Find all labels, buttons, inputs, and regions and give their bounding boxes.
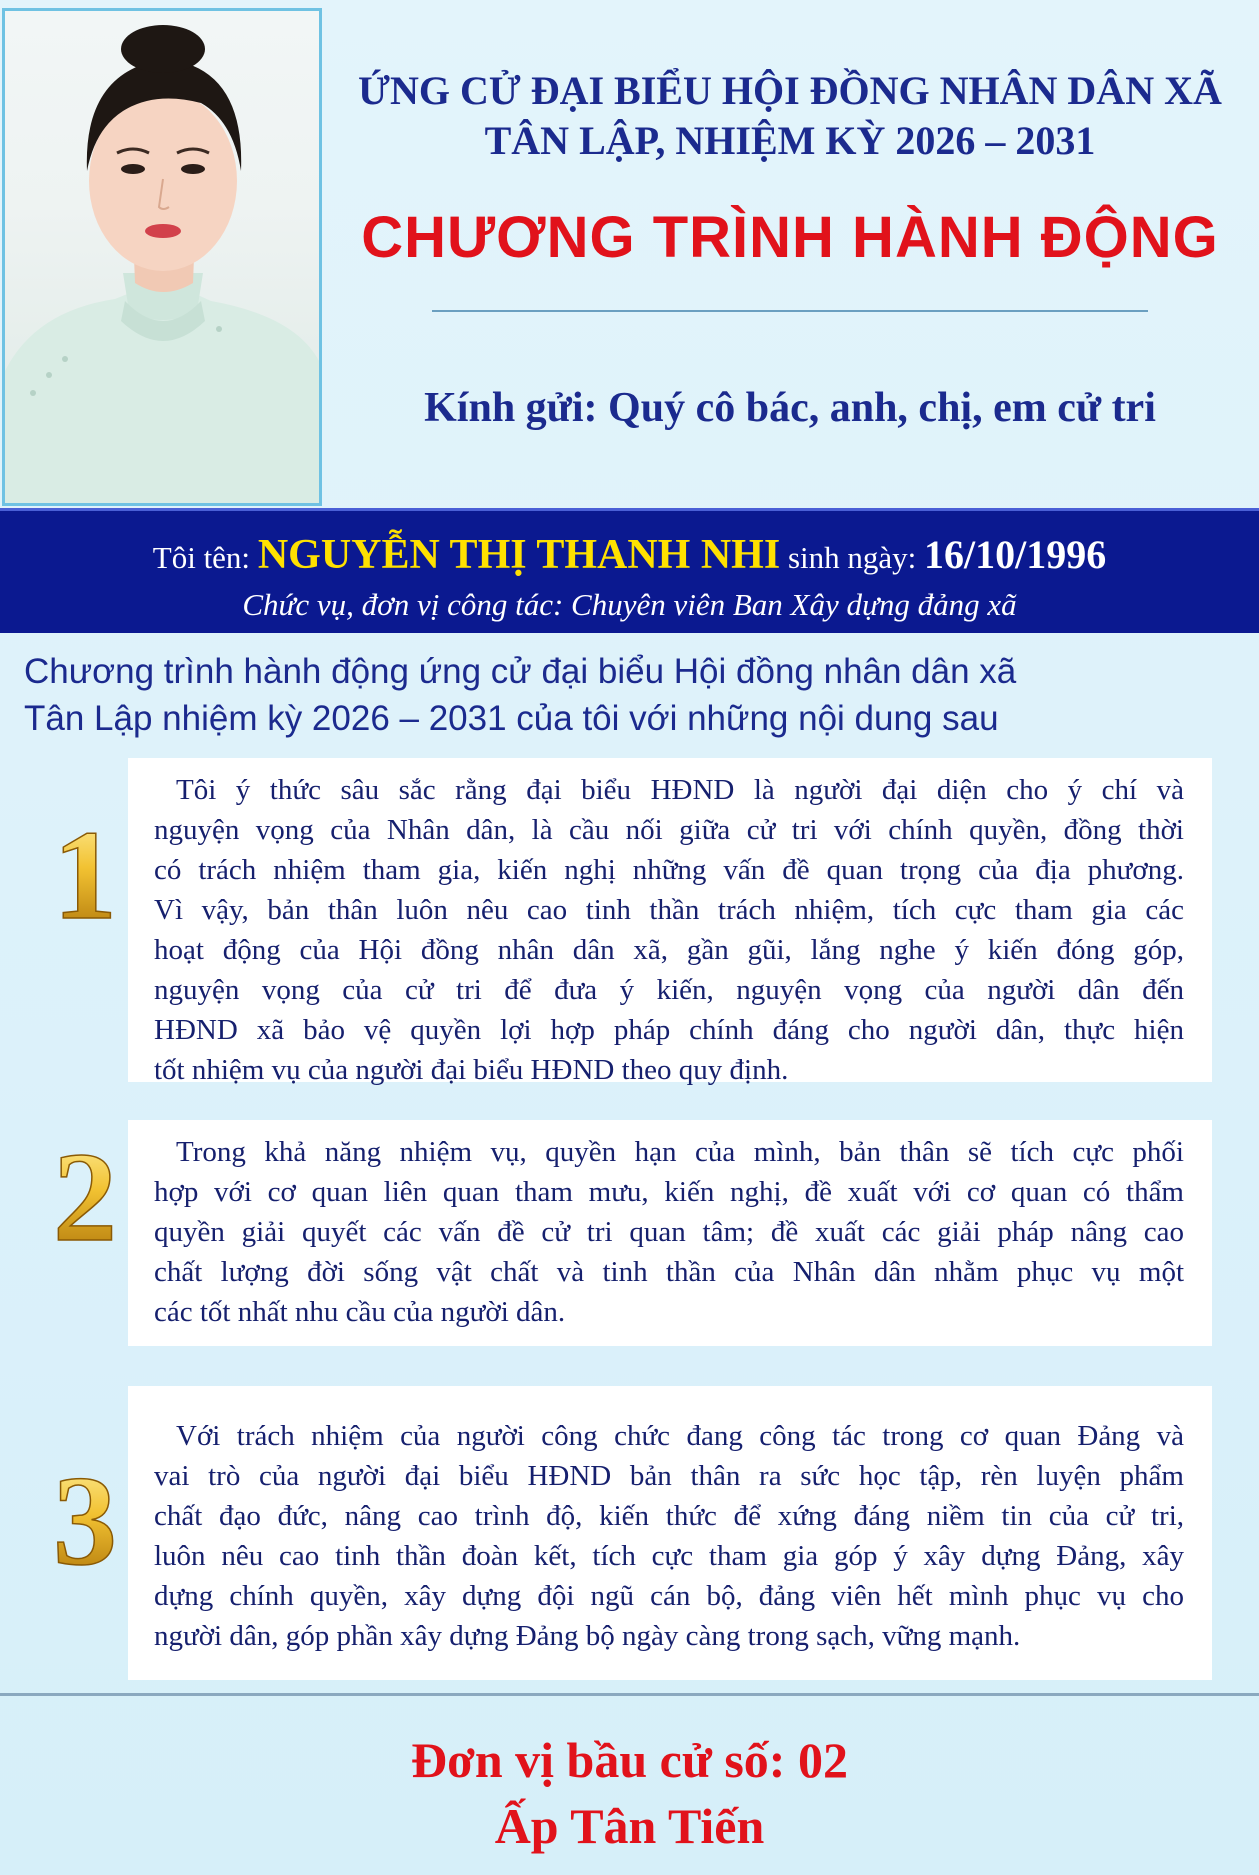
number-2-badge (40, 1132, 130, 1252)
intro-text (24, 648, 1239, 742)
hamlet-name: Ấp Tân Tiến (494, 1798, 765, 1854)
election-title-line1: ỨNG CỬ ĐẠI BIỂU HỘI ĐỒNG NHÂN DÂN XÃ (358, 68, 1222, 113)
intro-line2: Tân Lập nhiệm kỳ 2026 – 2031 của tôi với những nội dung sau (24, 699, 999, 738)
title-divider (432, 310, 1148, 312)
intro-line1: Chương trình hành động ứng cử đại biểu Hội đồng nhân dân xã (24, 652, 1017, 691)
number-1-badge (40, 810, 130, 930)
greeting: Kính gửi: Quý cô bác, anh, chị, em cử tri (424, 385, 1156, 431)
number-1: 1 (53, 810, 117, 930)
item-3-line: dựng chính quyền, xây dựng đội ngũ cán bộ, đảng viên hết mình phục vụ cho (154, 1580, 1184, 1612)
item-1-line: Tôi ý thức sâu sắc rằng đại biểu HĐND là người đại diện cho ý chí và (176, 774, 1184, 806)
candidate-position: Chức vụ, đơn vị công tác: Chuyên viên Ban Xây dựng đảng xã (242, 587, 1017, 622)
item-3-line: luôn nêu cao tinh thần đoàn kết, tích cực tham gia góp ý xây dựng Đảng, xây (154, 1540, 1184, 1572)
item-1-line: có trách nhiệm tham gia, kiến nghị những vấn đề quan trọng của địa phương. (154, 854, 1184, 886)
number-3: 3 (53, 1456, 117, 1576)
candidate-dob: 16/10/1996 (924, 532, 1107, 577)
item-3-line: Với trách nhiệm của người công chức đang công tác trong cơ quan Đảng và (176, 1420, 1184, 1452)
item-1-line: HĐND xã bảo vệ quyền lợi hợp pháp chính đáng cho người dân, thực hiện (154, 1014, 1184, 1046)
candidate-name: NGUYỄN THỊ THANH NHI (257, 532, 781, 578)
item-1-line: nguyện vọng của Nhân dân, là cầu nối giữa cử tri với chính quyền, đồng thời (154, 814, 1184, 846)
item-1-line: hoạt động của Hội đồng nhân dân xã, gần gũi, lắng nghe ý kiến đóng góp, (154, 934, 1184, 966)
dob-prefix: sinh ngày: (787, 540, 917, 575)
item-3-line: chất đạo đức, nâng cao trình độ, kiến thức để xứng đáng niềm tin của cử tri, (154, 1500, 1184, 1532)
item-2-line: Trong khả năng nhiệm vụ, quyền hạn của mình, bản thân sẽ tích cực phối (176, 1136, 1184, 1168)
item-3-line: vai trò của người đại biểu HĐND bản thân ra sức học tập, rèn luyện phẩm (154, 1460, 1184, 1492)
item-1-line: Vì vậy, bản thân luôn nêu cao tinh thần trách nhiệm, tích cực tham gia các (154, 894, 1184, 926)
item-2-line: quyền giải quyết các vấn đề cử tri quan tâm; đề xuất các giải pháp nâng cao (154, 1216, 1184, 1248)
candidate-banner (0, 508, 1259, 633)
item-1-line: tốt nhiệm vụ của người đại biểu HĐND theo quy định. (154, 1054, 789, 1086)
candidate-name-line (0, 531, 1259, 579)
number-3-badge (40, 1456, 130, 1576)
item-2-line: các tốt nhất nhu cầu của người dân. (154, 1296, 566, 1328)
main-title: CHƯƠNG TRÌNH HÀNH ĐỘNG (361, 205, 1219, 270)
item-3-line: người dân, góp phần xây dựng Đảng bộ ngày càng trong sạch, vững mạnh. (154, 1620, 1021, 1652)
item-3-card (128, 1386, 1212, 1680)
item-1-line: nguyện vọng của cử tri để đưa ý kiến, nguyện vọng của người dân đến (154, 974, 1184, 1006)
item-2-line: hợp với cơ quan liên quan tham mưu, kiến nghị, đề xuất với cơ quan có thẩm (154, 1176, 1184, 1208)
item-1-card (128, 758, 1212, 1086)
item-2-line: chất lượng đời sống vật chất và tinh thần của Nhân dân nhằm phục vụ một (154, 1256, 1184, 1288)
electoral-unit: Đơn vị bầu cử số: 02 (411, 1732, 848, 1788)
number-2: 2 (53, 1132, 117, 1252)
name-prefix: Tôi tên: (152, 540, 251, 575)
election-title-line2: TÂN LẬP, NHIỆM KỲ 2026 – 2031 (484, 118, 1096, 163)
election-title (330, 66, 1250, 166)
item-2-card (128, 1120, 1212, 1346)
footer-divider (0, 1693, 1259, 1696)
candidate-portrait (2, 8, 322, 506)
footer (0, 1727, 1259, 1859)
